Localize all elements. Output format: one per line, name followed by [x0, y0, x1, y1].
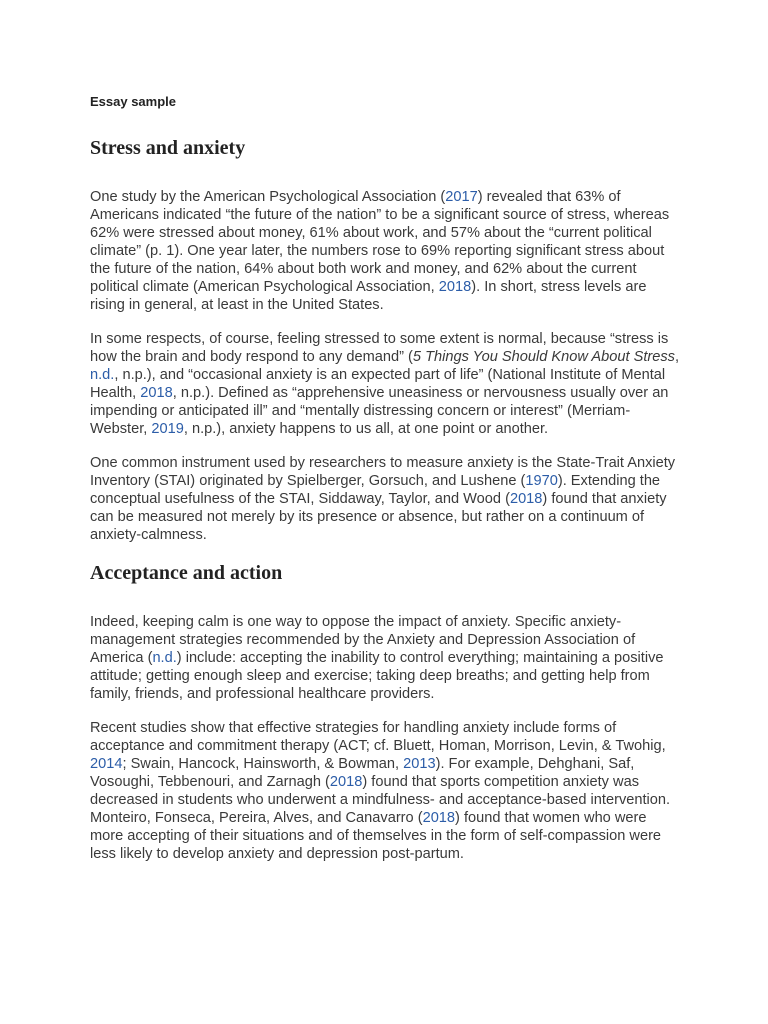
citation-link[interactable]: 2013	[403, 756, 436, 772]
citation-link[interactable]: 2019	[151, 421, 184, 437]
paragraph: Indeed, keeping calm is one way to oppose the impact of anxiety. Specific anxiety-management strategies recommended by the Anxiety and Depression Association of America (n.d.) include: accepting the inability to control everything; maintaining a positive attitude; getting enough sleep and exercise; taking deep breaths; and getting help from family, friends, and professional healthcare providers.	[90, 614, 664, 702]
citation-link[interactable]: 2018	[329, 774, 363, 790]
citation-link[interactable]: 2018	[140, 385, 173, 401]
section-heading-stress: Stress and anxiety	[90, 137, 246, 159]
section-body-stress	[90, 188, 680, 544]
citation-link[interactable]: 1970	[525, 473, 558, 489]
document-label: Essay sample	[90, 94, 177, 109]
citation-link[interactable]: 2017	[445, 189, 478, 205]
section-body-acceptance	[90, 613, 680, 863]
document-page	[90, 92, 680, 863]
citation-link[interactable]: 2018	[422, 810, 456, 826]
section-heading-acceptance: Acceptance and action	[90, 562, 283, 584]
paragraph: Recent studies show that effective strategies for handling anxiety include forms of acceptance and commitment therapy (ACT; cf. Bluett, Homan, Morrison, Levin, & Twohig, 2014; Swain, Hancock, Hainsworth, & Bowman, 2013). For example, Dehghani, Saf, Vosoughi, Tebbenouri, and Zarnagh (2018) found that sports competition anxiety was decreased in students who underwent a mindfulness- and acceptance-based intervention. Monteiro, Fonseca, Pereira, Alves, and Canavarro (2018) found that women who were more accepting of their situations and of themselves in the form of self-compassion were less likely to develop anxiety and depression post-partum.	[90, 720, 671, 862]
citation-link[interactable]: n.d.	[152, 650, 177, 666]
citation-link[interactable]: n.d.	[90, 367, 115, 383]
citation-link[interactable]: 2018	[438, 279, 472, 295]
citation-link[interactable]: 2018	[509, 491, 543, 507]
paragraph: One study by the American Psychological Association (2017) revealed that 63% of Americans indicated “the future of the nation” to be a significant source of stress, whereas 62% were stressed about money, 61% about work, and 57% about the “current political climate” (p. 1). One year later, the numbers rose to 69% reporting significant stress about the future of the nation, 64% about both work and money, and 62% about the current political climate (American Psychological Association, 2018). In short, stress levels are rising in general, at least in the United States.	[90, 189, 670, 313]
paragraph: One common instrument used by researchers to measure anxiety is the State-Trait Anxiety Inventory (STAI) originated by Spielberger, Gorsuch, and Lushene (1970). Extending the conceptual usefulness of the STAI, Siddaway, Taylor, and Wood (2018) found that anxiety can be measured not merely by its presence or absence, but rather on a continuum of anxiety-calmness.	[90, 455, 676, 543]
paragraph: In some respects, of course, feeling stressed to some extent is normal, because “stress is how the brain and body respond to any demand” (5 Things You Should Know About Stress, n.d., n.p.), and “occasional anxiety is an expected part of life” (National Institute of Mental Health, 2018, n.p.). Defined as “apprehensive uneasiness or nervousness usually over an impending or anticipated ill” and “mentally distressing concern or interest” (Merriam-Webster, 2019, n.p.), anxiety happens to us all, at one point or another.	[90, 331, 680, 437]
citation-link[interactable]: 2014	[90, 756, 123, 772]
